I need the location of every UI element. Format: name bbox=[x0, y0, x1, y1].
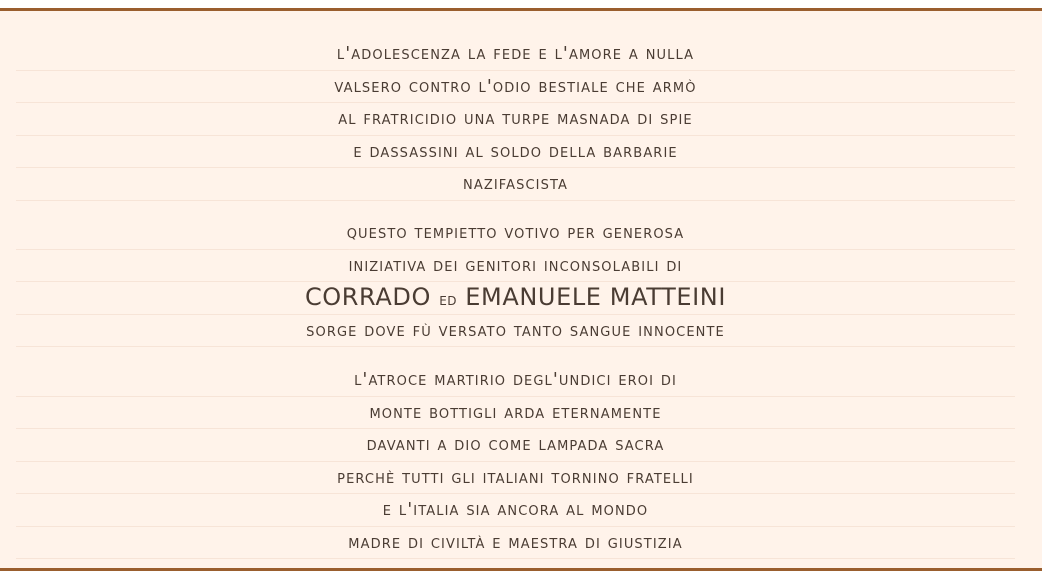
inscription-stanza-3 bbox=[16, 364, 1015, 559]
inscription-line: e dassassini al soldo della barbarie bbox=[16, 136, 1015, 169]
inscription-line: perchè tutti gli italiani tornino fratelli bbox=[16, 462, 1015, 495]
inscription-line: l'atroce martirio degl'undici eroi di bbox=[16, 364, 1015, 397]
inscription-line: madre di civiltà e maestra di giustizia bbox=[16, 527, 1015, 560]
inscription-stanza-2 bbox=[16, 217, 1015, 347]
name-emanuele-matteini: EMANUELE MATTEINI bbox=[465, 283, 727, 311]
inscription-line: l'adolescenza la fede e l'amore a nulla bbox=[16, 38, 1015, 71]
inscription-line: nazifascista bbox=[16, 168, 1015, 201]
memorial-inscription-panel bbox=[0, 8, 1042, 571]
inscription-stanza-1 bbox=[16, 38, 1015, 201]
inscription-line: valsero contro l'odio bestiale che armò bbox=[16, 71, 1015, 104]
inscription-line: sorge dove fù versato tanto sangue innocente bbox=[16, 315, 1015, 348]
name-corrado: CORRADO bbox=[304, 283, 431, 311]
inscription-line: al fratricidio una turpe masnada di spie bbox=[16, 103, 1015, 136]
inscription-line: questo tempietto votivo per generosa bbox=[16, 217, 1015, 250]
inscription-line: iniziativa dei genitori inconsolabili di bbox=[16, 250, 1015, 283]
inscription-line: monte bottigli arda eternamente bbox=[16, 397, 1015, 430]
inscription-line: davanti a dio come lampada sacra bbox=[16, 429, 1015, 462]
inscription-line: e l'italia sia ancora al mondo bbox=[16, 494, 1015, 527]
inscription-names-line bbox=[16, 282, 1015, 315]
name-joiner: ed bbox=[439, 290, 458, 310]
